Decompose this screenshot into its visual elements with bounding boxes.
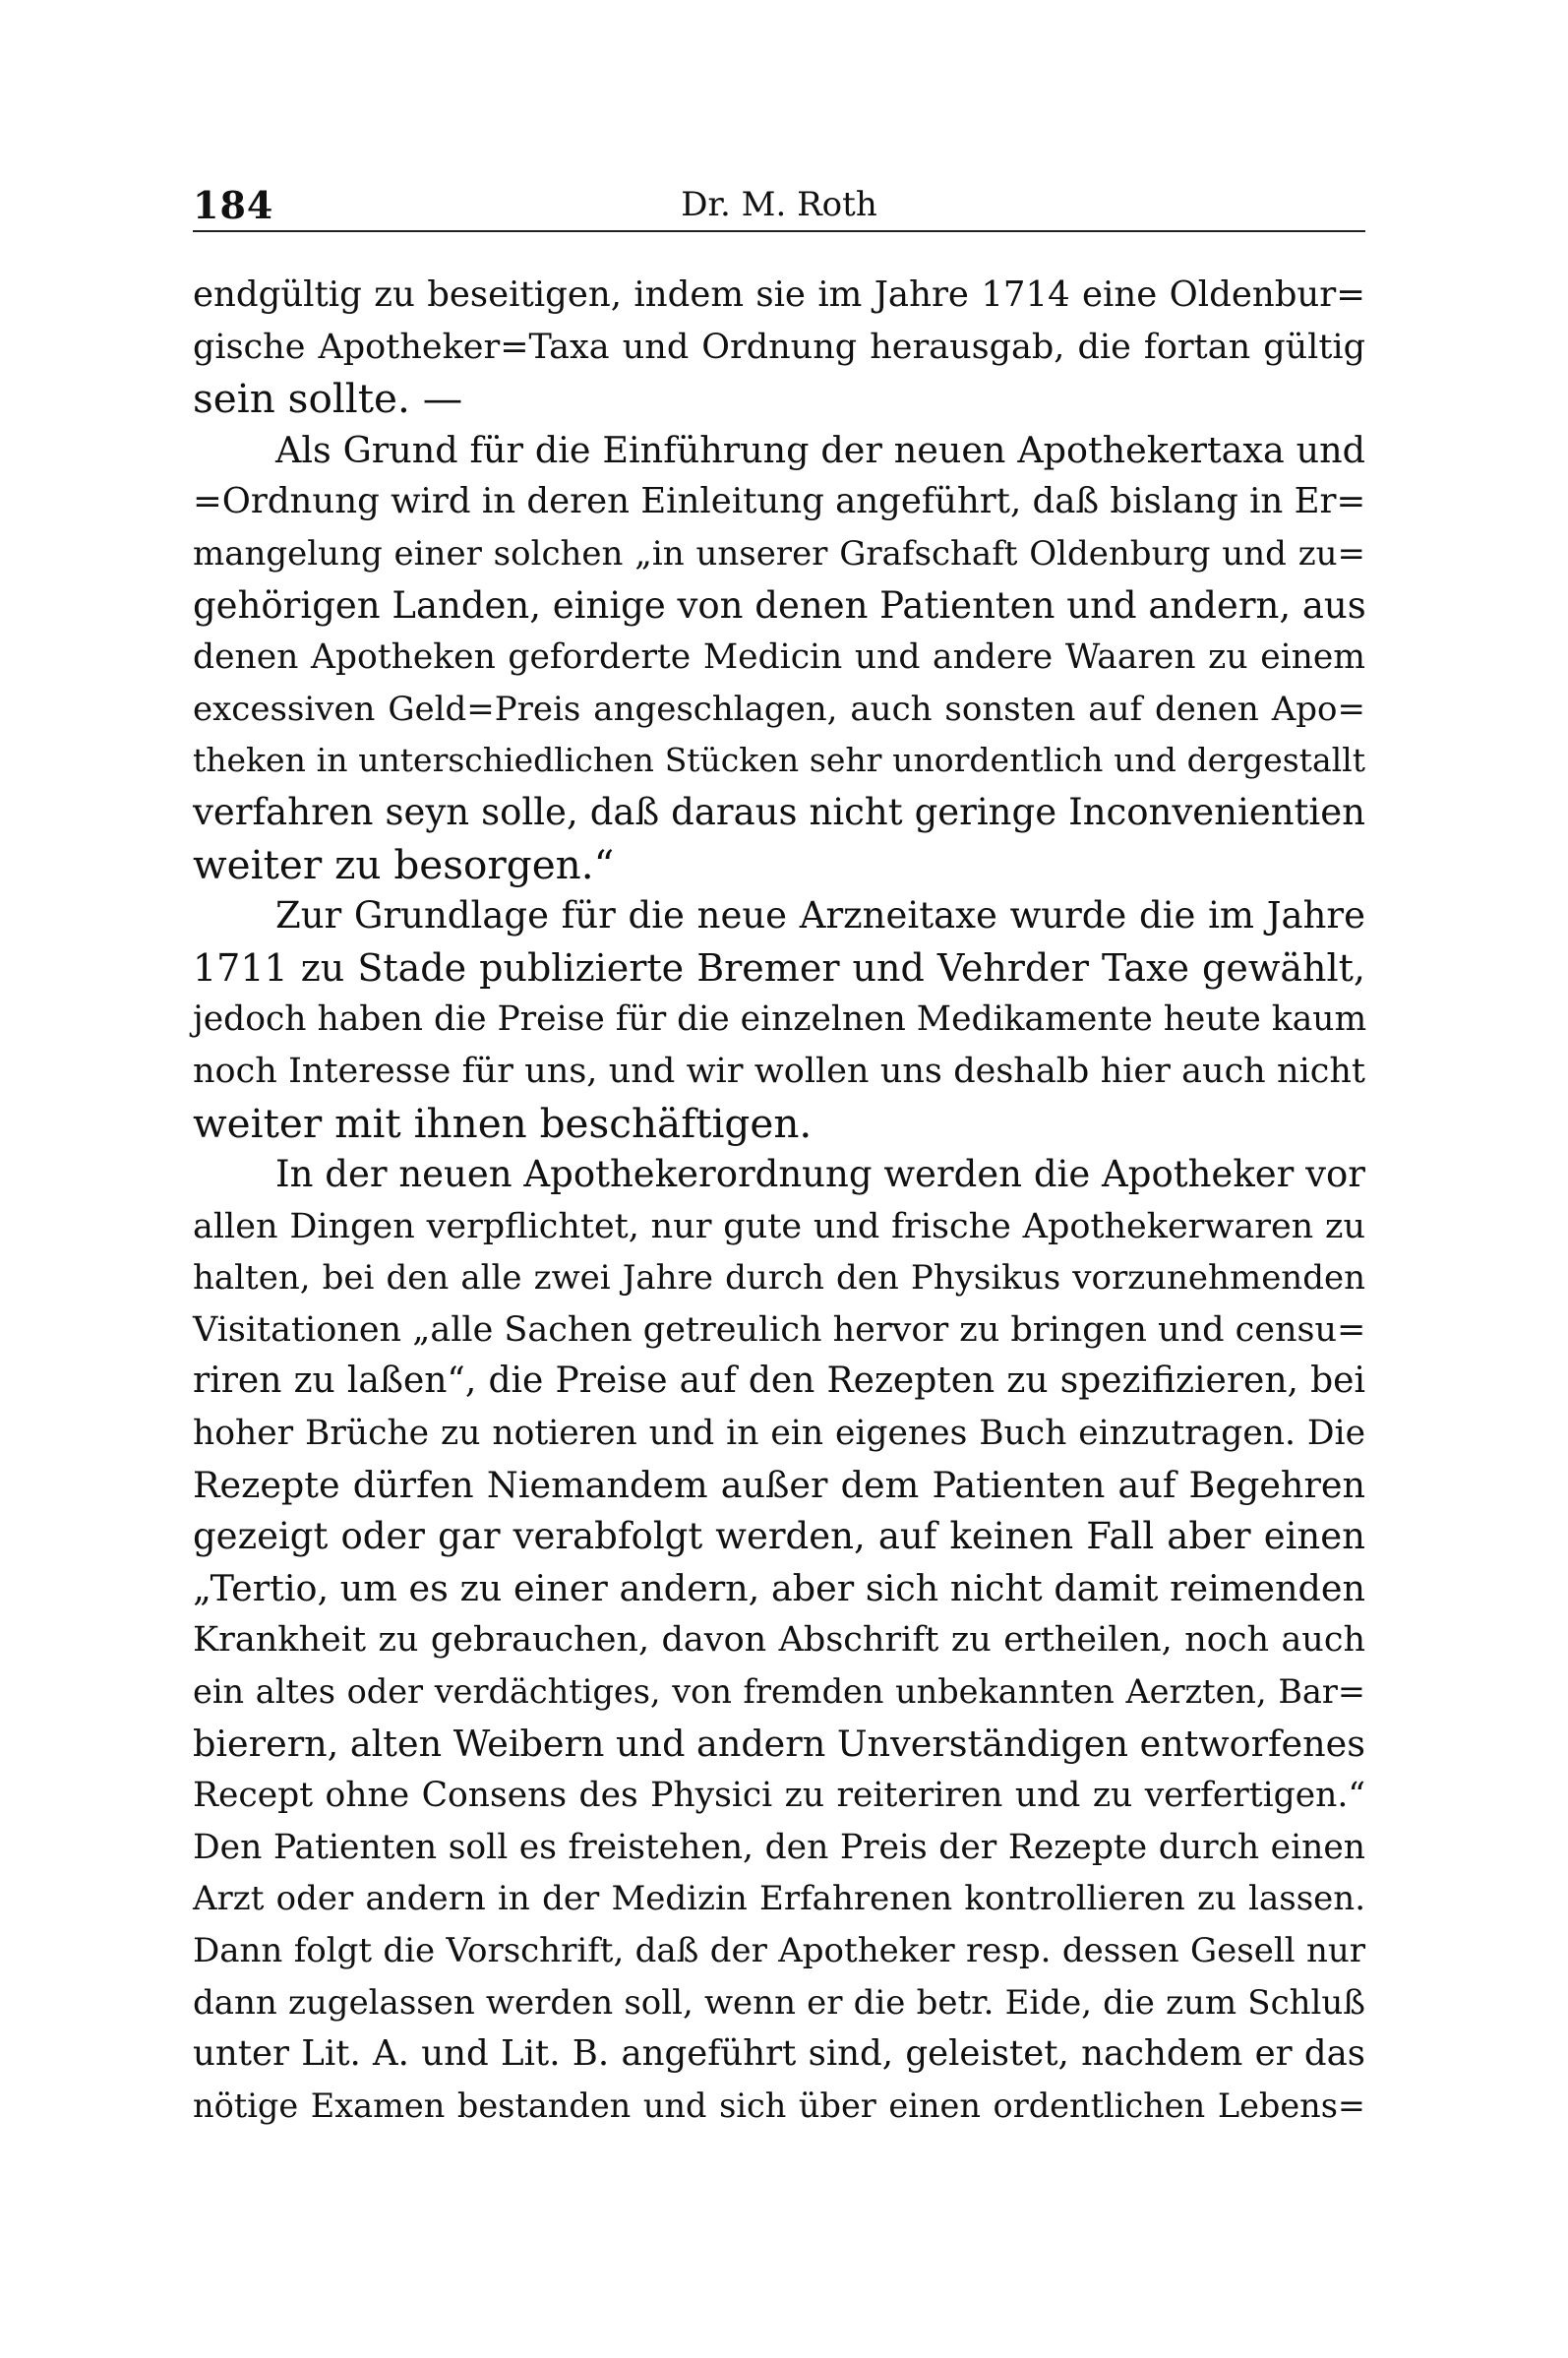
- text-line: weiter zu besorgen.“: [193, 840, 615, 888]
- text-line: Arzt oder andern in der Medizin Erfahrenen kontrollieren zu lassen.: [193, 1879, 1365, 1919]
- text-line: Dann folgt die Vorschrift, daß der Apotheker resp. dessen Gesell nur: [193, 1931, 1365, 1970]
- text-line: Den Patienten soll es freistehen, den Preis der Rezepte durch einen: [193, 1827, 1365, 1867]
- text-line: ein altes oder verdächtiges, von fremden unbekannten Aerzten, Bar=: [193, 1672, 1365, 1712]
- text-line: denen Apotheken geforderte Medicin und andere Waaren zu einem: [193, 637, 1365, 678]
- text-line: mangelung einer solchen „in unserer Grafschaft Oldenburg und zu=: [193, 533, 1365, 574]
- text-line: nötige Examen bestanden und sich über einen ordentlichen Lebens=: [193, 2086, 1365, 2125]
- text-line: gezeigt oder gar verabfolgt werden, auf keinen Fall aber einen: [193, 1515, 1365, 1558]
- text-line: noch Interesse für uns, und wir wollen uns deshalb hier auch nicht: [193, 1051, 1365, 1091]
- text-line: In der neuen Apothekerordnung werden die Apotheker vor: [275, 1153, 1365, 1196]
- text-line: gehörigen Landen, einige von denen Patienten und andern, aus: [193, 583, 1366, 627]
- text-line: excessiven Geld=Preis angeschlagen, auch sonsten auf denen Apo=: [193, 689, 1365, 729]
- text-line: bierern, alten Weibern und andern Unverständigen entworfenes: [193, 1722, 1365, 1765]
- paragraph: [193, 890, 1365, 1149]
- paragraph: [193, 270, 1365, 425]
- text-line: jedoch haben die Preise für die einzelnen Medikamente heute kaum: [193, 999, 1367, 1040]
- text-line: riren zu laßen“, die Preise auf den Rezepten zu spezifizieren, bei: [193, 1360, 1365, 1402]
- text-line: Visitationen „alle Sachen getreulich hervor zu bringen und censu=: [193, 1309, 1366, 1350]
- running-title: Dr. M. Roth: [681, 185, 877, 224]
- text-line: Recept ohne Consens des Physici zu reiteriren und zu verfertigen.“: [193, 1776, 1365, 1816]
- text-line: „Tertio, um es zu einer andern, aber sich nicht damit reimenden: [193, 1566, 1365, 1609]
- text-line: Rezepte dürfen Niemandem außer dem Patienten auf Begehren: [193, 1463, 1365, 1506]
- paragraph: [193, 425, 1365, 890]
- text-line: verfahren seyn solle, daß daraus nicht geringe Inconvenientien: [193, 790, 1365, 833]
- text-line: dann zugelassen werden soll, wenn er die betr. Eide, die zum Schluß: [193, 1982, 1365, 2023]
- text-line: Krankheit zu gebrauchen, davon Abschrift zu ertheilen, noch auch: [193, 1620, 1365, 1661]
- text-line: theken in unterschiedlichen Stücken sehr unordentlich und dergestallt: [193, 741, 1365, 780]
- header-rule: [193, 230, 1365, 232]
- text-line: 1711 zu Stade publizierte Bremer und Vehrder Taxe gewählt,: [193, 945, 1365, 990]
- text-line: allen Dingen verpflichtet, nur gute und frische Apothekerwaren zu: [193, 1206, 1365, 1246]
- text-line: =Ordnung wird in deren Einleitung angeführt, daß bislang in Er=: [193, 481, 1366, 522]
- text-line: gische Apotheker=Taxa und Ordnung herausgab, die fortan gültig: [193, 327, 1365, 367]
- text-line: hoher Brüche zu notieren und in ein eigenes Buch einzutragen. Die: [193, 1414, 1365, 1454]
- text-line: halten, bei den alle zwei Jahre durch den Physikus vorzunehmenden: [193, 1258, 1365, 1299]
- text-line: weiter mit ihnen beschäftigen.: [193, 1099, 813, 1147]
- page-number: 184: [193, 183, 274, 227]
- paragraph: [193, 1149, 1365, 2132]
- page-body: [193, 270, 1365, 2132]
- text-line: Zur Grundlage für die neue Arzneitaxe wurde die im Jahre: [275, 894, 1365, 937]
- page-header: [193, 183, 1365, 227]
- text-line: sein sollte. —: [193, 375, 463, 423]
- text-line: endgültig zu beseitigen, indem sie im Jahre 1714 eine Oldenbur=: [193, 274, 1365, 315]
- text-line: Als Grund für die Einführung der neuen Apothekertaxa und: [275, 428, 1365, 471]
- text-line: unter Lit. A. und Lit. B. angeführt sind, geleistet, nachdem er das: [193, 2033, 1365, 2075]
